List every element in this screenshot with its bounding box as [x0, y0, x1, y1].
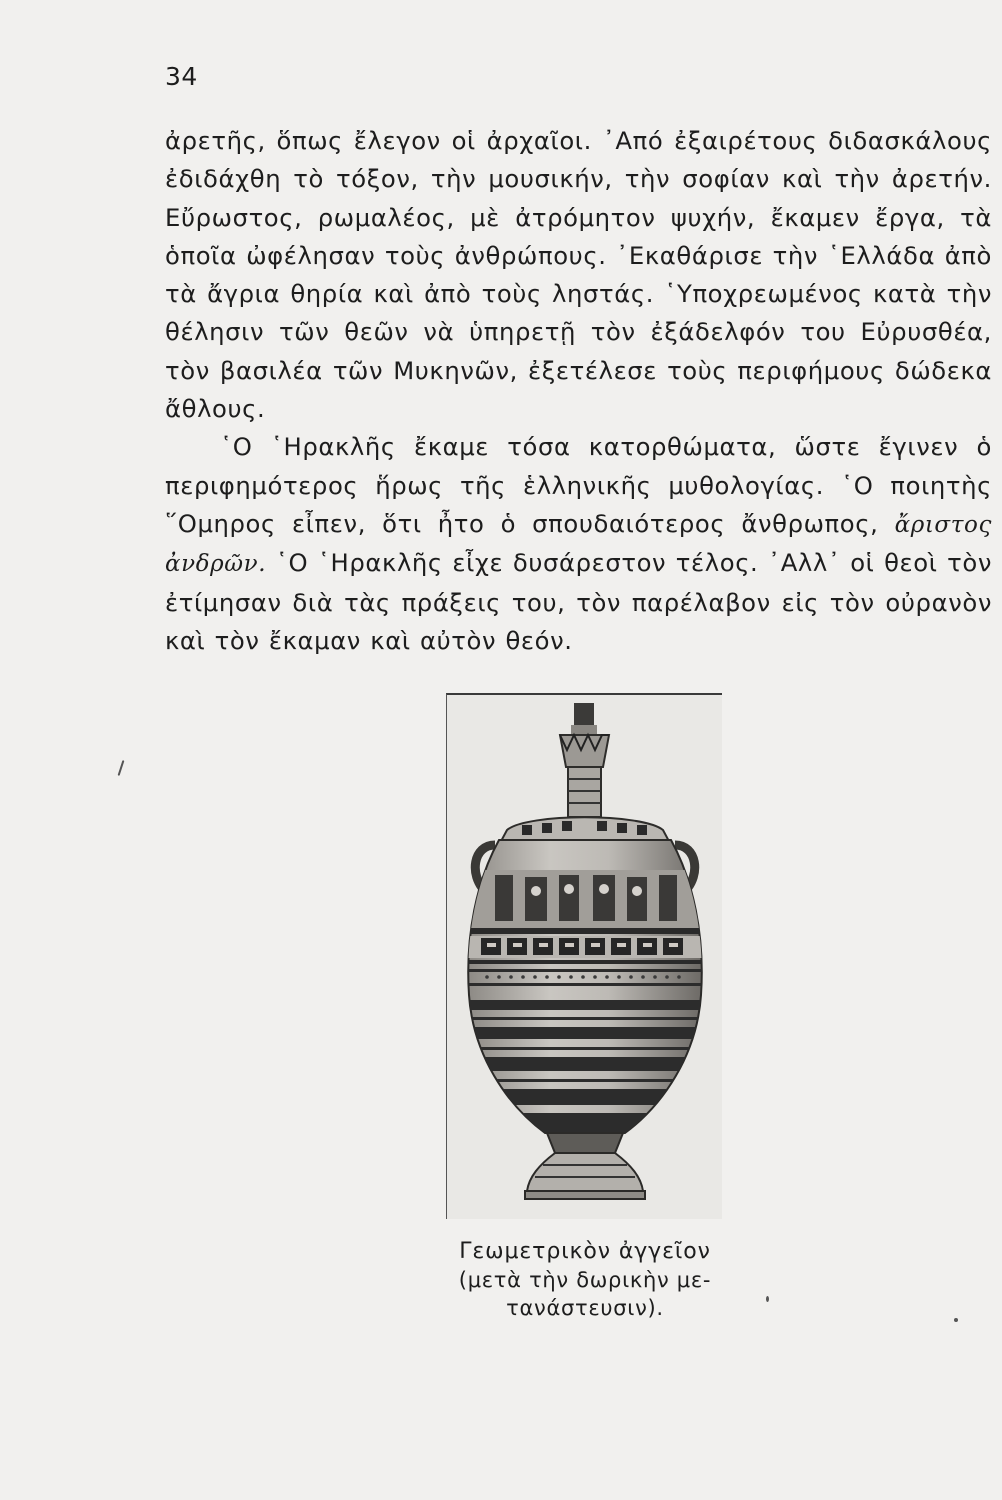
vase-photograph [446, 693, 722, 1219]
caption-line-3: τανάστευσιν). [506, 1296, 664, 1320]
paragraph-2-text-after: ῾Ο ῾Ηρακλῆς εἶχε δυσάρεστον τέλος. ᾿Αλλ᾿ οἱ θεοὶ τὸν ἐτίμησαν διὰ τὰς πράξεις του, τὸν παρέλαβον εἰς τὸν οὐρανὸν καὶ τὸν ἔκαμαν καὶ αὐτὸν θεόν. [165, 548, 992, 655]
caption-title: Γεωμετρικὸν ἀγγεῖον [459, 1239, 711, 1264]
page-speck [118, 760, 125, 776]
homeric-quote: ἄριστος ἀνδρῶν. [165, 511, 992, 578]
geometric-vase-illustration [447, 695, 722, 1219]
paragraph-1: ἀρετῆς, ὅπως ἔλεγον οἱ ἀρχαῖοι. ᾿Από ἐξαιρέτους διδασκάλους ἐδιδάχθη τὸ τόξον, τὴν μουσικήν, τὴν σοφίαν καὶ τὴν ἀρετήν. Εὔρωστος, ρωμαλέος, μὲ ἀτρόμητον ψυχήν, ἔκαμεν ἔργα, τὰ ὁποῖα ὠφέλησαν τοὺς ἀνθρώπους. ᾿Εκαθάρισε τὴν ῾Ελλάδα ἀπὸ τὰ ἄγρια θηρία καὶ ἀπὸ τοὺς ληστάς. ῾Υποχρεωμένος κατὰ τὴν θέλησιν τῶν θεῶν νὰ ὑπηρετῇ τὸν ἐξάδελφόν του Εὐρυσθέα, τὸν βασιλέα τῶν Μυκηνῶν, ἐξετέλεσε τοὺς περιφήμους δώδεκα ἄθλους. [165, 126, 992, 424]
paragraph-2 [165, 428, 992, 660]
body-text [165, 122, 992, 660]
page-number: 34 [165, 62, 198, 91]
figure-caption [420, 1238, 750, 1322]
caption-line-2: (μετὰ τὴν δωρικὴν με- [458, 1268, 712, 1292]
paragraph-2-text-before: ῾Ο ῾Ηρακλῆς ἔκαμε τόσα κατορθώματα, ὥστε ἔγινεν ὁ περιφημότερος ἥρως τῆς ἑλληνικῆς μυθολογίας. ῾Ο ποιητὴς ῞Ομηρος εἶπεν, ὅτι ἦτο ὁ σπουδαιότερος ἄνθρωπος, [165, 432, 992, 538]
page-speck [954, 1318, 958, 1322]
page-speck [766, 1296, 769, 1302]
